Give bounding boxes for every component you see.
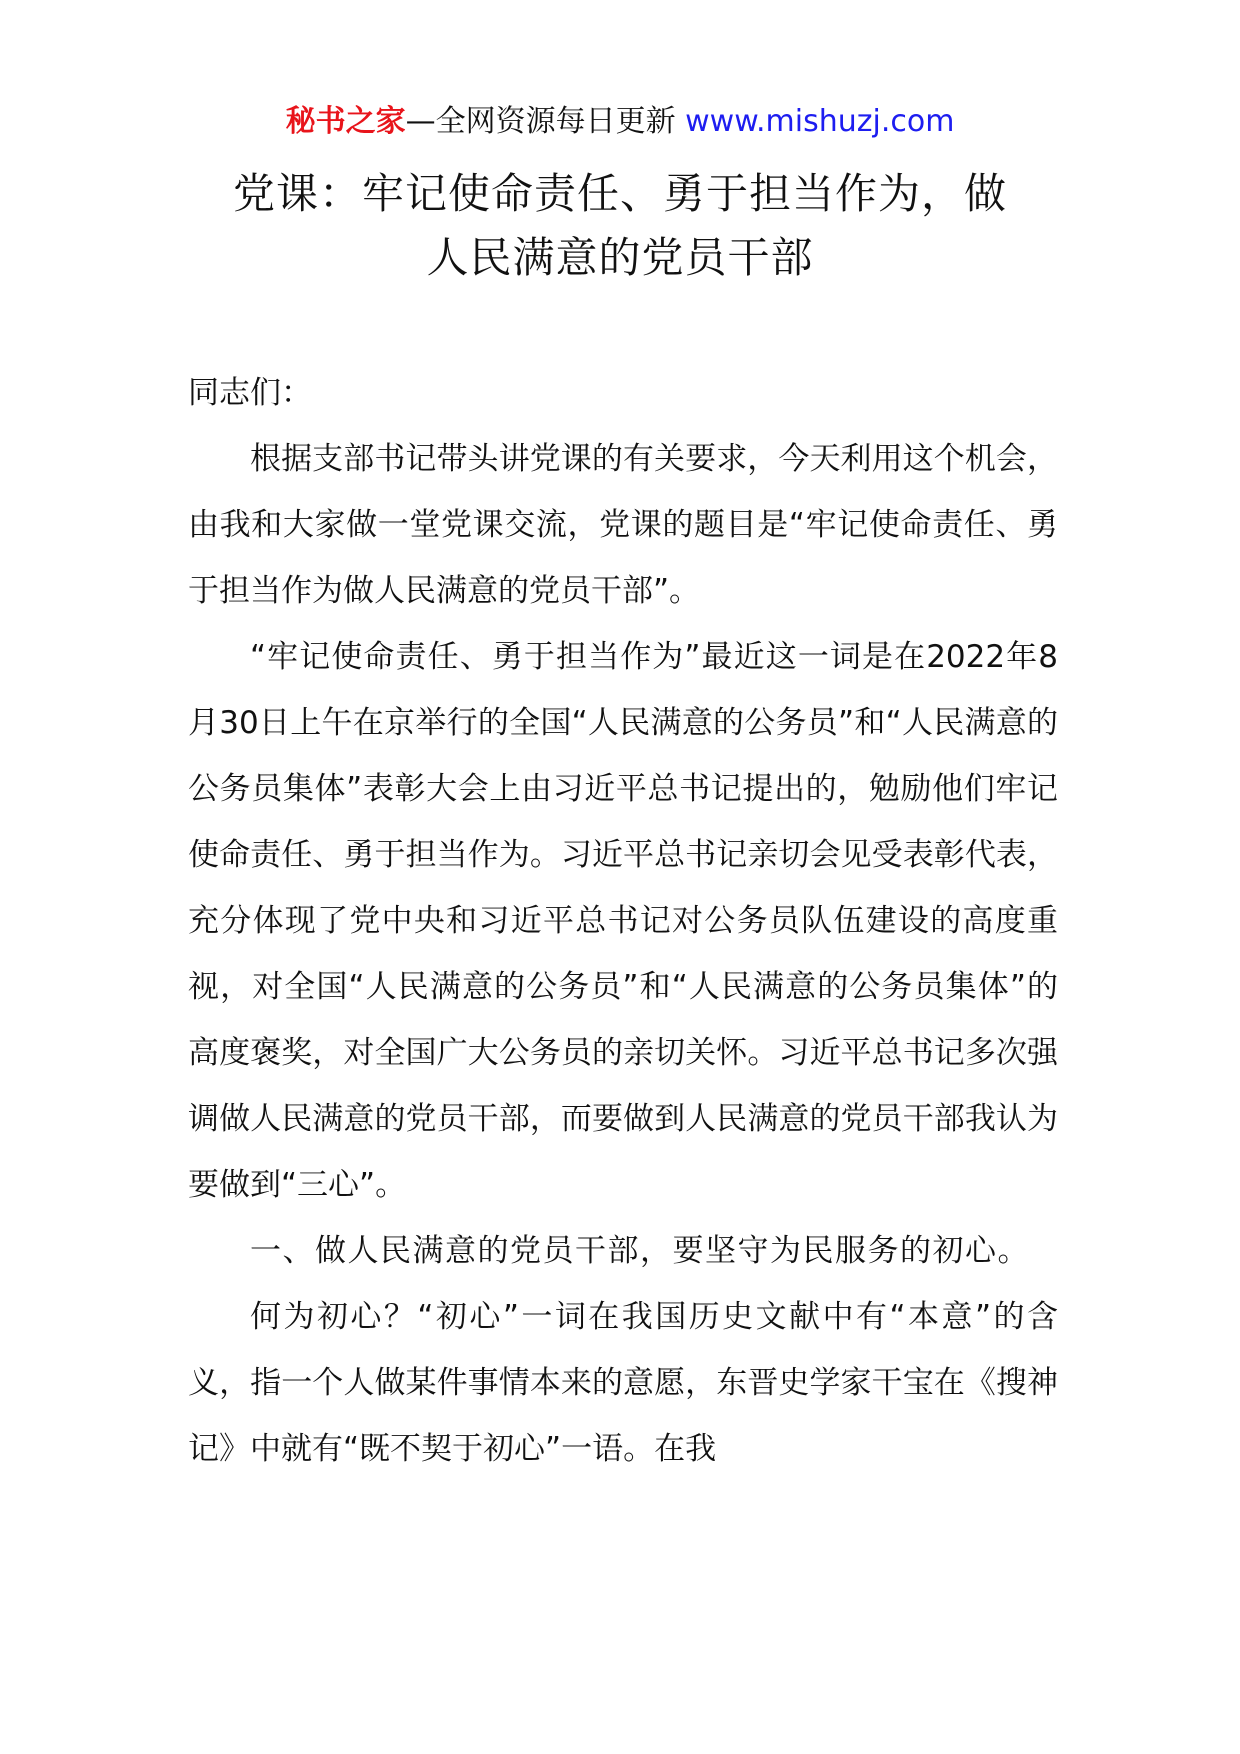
paragraph-section-1: 何为初心？“初心”一词在我国历史文献中有“本意”的含义，指一个人做某件事情本来的意愿，东晋史学家干宝在《搜神记》中就有“既不契于初心”一语。在我	[188, 1299, 1058, 1467]
site-url-link[interactable]: www.mishuzj.com	[685, 104, 955, 139]
document-title-line-1: 党课：牢记使命责任、勇于担当作为，做	[232, 169, 1007, 218]
site-tagline: —全网资源每日更新	[405, 104, 676, 139]
document-body	[188, 360, 1058, 1482]
site-brand: 秘书之家	[285, 104, 406, 139]
document-title	[150, 162, 1090, 290]
paragraph-introduction: 根据支部书记带头讲党课的有关要求，今天利用这个机会，由我和大家做一堂党课交流，党课的题目是“牢记使命责任、勇于担当作为做人民满意的党员干部”。	[188, 441, 1058, 609]
paragraph-background: “牢记使命责任、勇于担当作为”最近这一词是在2022年8月30日上午在京举行的全国“人民满意的公务员”和“人民满意的公务员集体”表彰大会上由习近平总书记提出的，勉励他们牢记使命责任、勇于担当作为。习近平总书记亲切会见受表彰代表，充分体现了党中央和习近平总书记对公务员队伍建设的高度重视，对全国“人民满意的公务员”和“人民满意的公务员集体”的高度褒奖，对全国广大公务员的亲切关怀。习近平总书记多次强调做人民满意的党员干部，而要做到人民满意的党员干部我认为要做到“三心”。	[188, 639, 1058, 1203]
site-header	[0, 100, 1240, 144]
document-title-line-2: 人民满意的党员干部	[426, 233, 814, 282]
salutation: 同志们：	[188, 375, 312, 411]
section-heading-1: 一、做人民满意的党员干部，要坚守为民服务的初心。	[250, 1233, 1030, 1269]
